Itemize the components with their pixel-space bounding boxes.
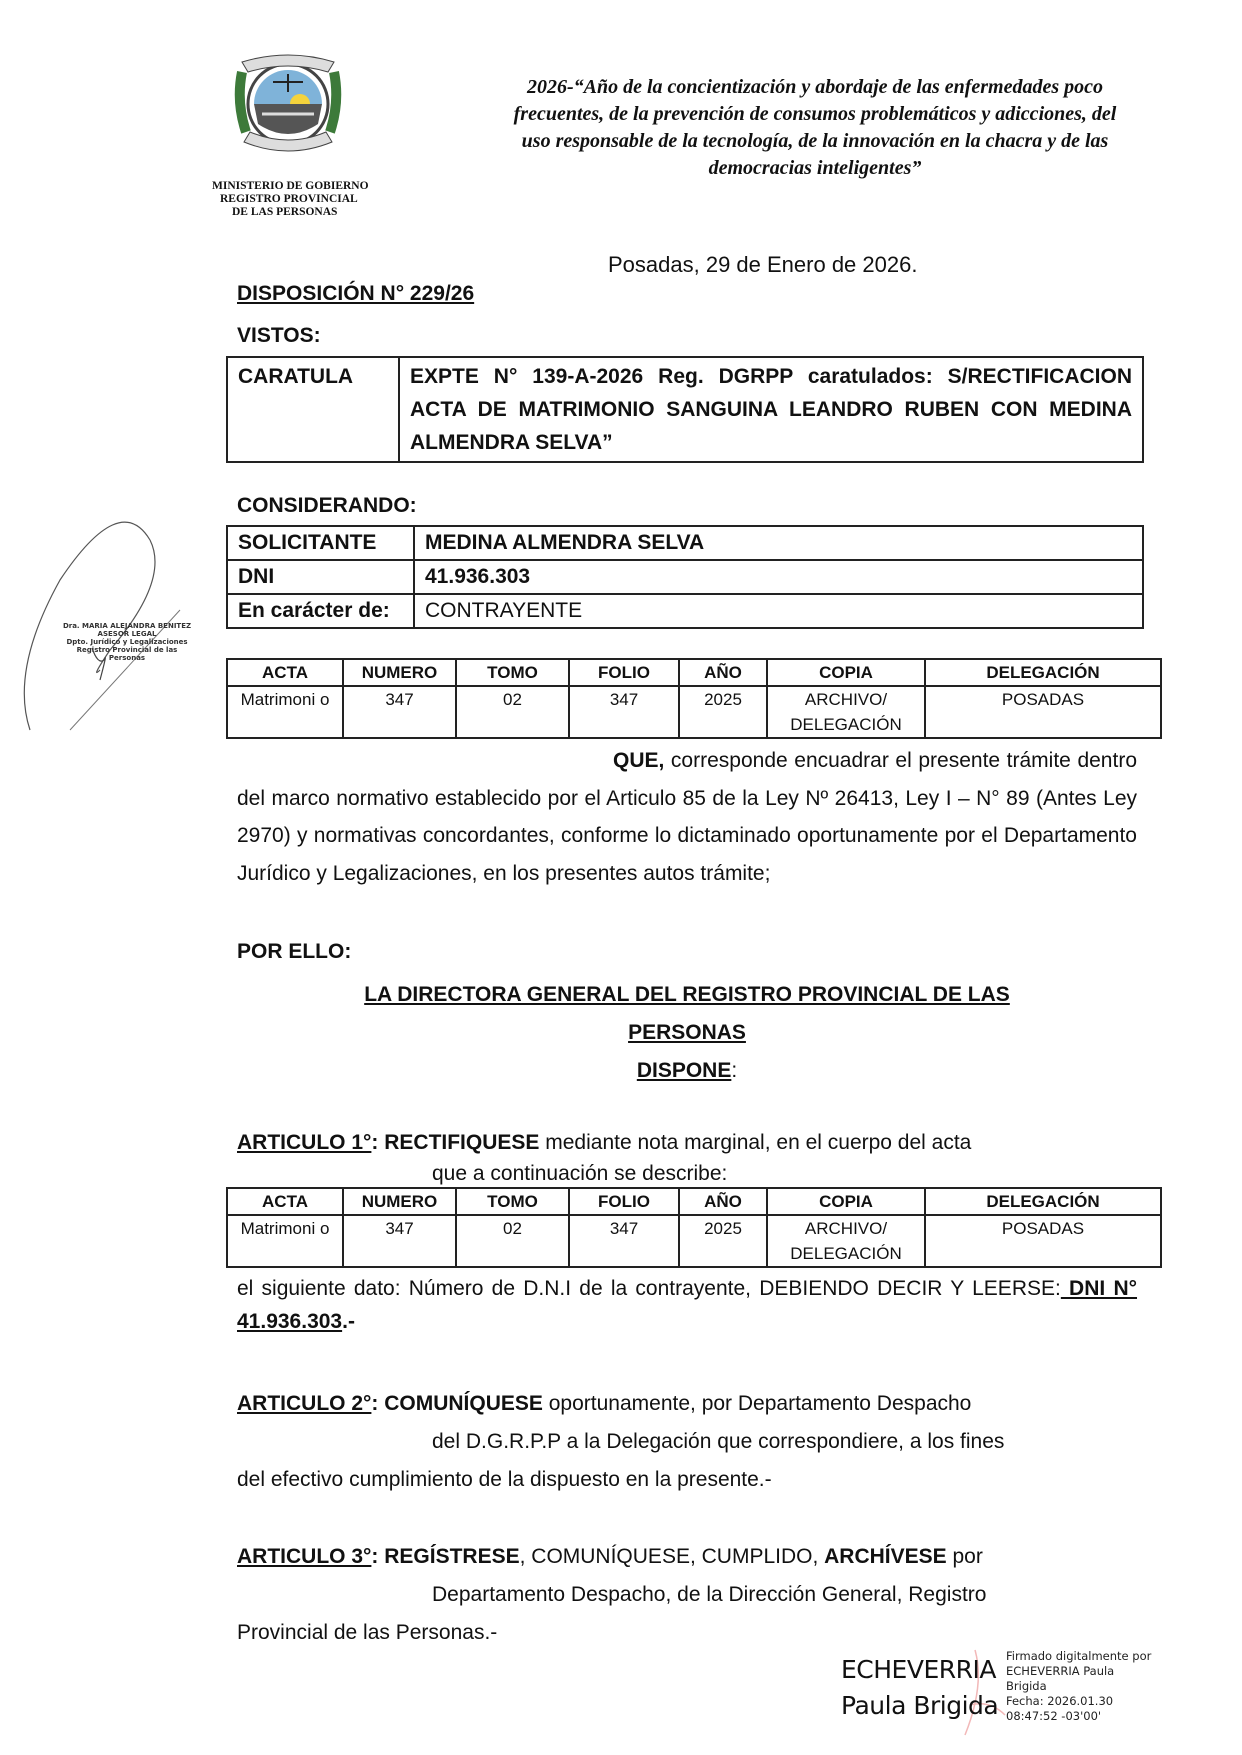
motto-line: democracias inteligentes”: [708, 157, 922, 179]
end-mark: .-: [342, 1310, 355, 1333]
cell-acta: Matrimoni o: [227, 1215, 343, 1267]
article-1-text: mediante nota marginal, en el cuerpo del acta: [539, 1131, 972, 1154]
ministry-header: [200, 180, 400, 219]
colon: :: [371, 1131, 385, 1154]
motto-line: 2026-“Año de la concientización y abordaje de las enfermedades poco: [526, 76, 1104, 98]
article-1-verb: RECTIFIQUESE: [384, 1131, 540, 1154]
considerando-heading: CONSIDERANDO:: [237, 494, 417, 517]
article-2-label: ARTICULO 2°: [237, 1392, 372, 1415]
signature-info-line: Brigida: [1006, 1679, 1047, 1693]
article-2-text-cont: del D.G.R.P.P a la Delegación que correspondiere, a los fines: [432, 1430, 1005, 1453]
dni-label: DNI: [227, 560, 414, 594]
applicant-value: MEDINA ALMENDRA SELVA: [414, 526, 1143, 560]
article-1: [237, 1125, 1137, 1188]
cell-delegacion: POSADAS: [925, 686, 1161, 738]
cell-copia: ARCHIVO/ DELEGACIÓN: [767, 686, 925, 738]
vistos-heading: VISTOS:: [237, 324, 321, 347]
article-3: [237, 1538, 1137, 1652]
column-header: DELEGACIÓN: [925, 659, 1161, 686]
signer-given-name: Paula Brigida: [841, 1691, 999, 1720]
article-2: [237, 1385, 1137, 1499]
article-1-after-text: el siguiente dato: Número de D.N.I de la contrayente, DEBIENDO DECIR Y LEERSE:: [237, 1277, 1061, 1300]
article-3-text-cont: Departamento Despacho, de la Dirección General, Registro: [432, 1583, 987, 1606]
article-3-verb: REGÍSTRESE: [384, 1545, 520, 1568]
motto-line: uso responsable de la tecnología, de la innovación en la chacra y de las: [521, 130, 1109, 152]
column-header: DELEGACIÓN: [925, 1188, 1161, 1215]
applicant-table: [226, 525, 1144, 629]
column-header: FOLIO: [569, 659, 679, 686]
column-header: AÑO: [679, 1188, 767, 1215]
digital-signature-name: [841, 1652, 998, 1724]
signature-info-line: ECHEVERRIA Paula: [1006, 1664, 1115, 1678]
table-row: [227, 1215, 1161, 1267]
signature-time: 08:47:52 -03'00': [1006, 1709, 1102, 1723]
stamp-line: Registro Provincial de las Personas: [76, 646, 178, 662]
dispone-label: DISPONE: [636, 1059, 732, 1082]
column-header: COPIA: [767, 1188, 925, 1215]
cell-folio: 347: [569, 686, 679, 738]
table-row: [227, 686, 1161, 738]
role-label: En carácter de:: [227, 594, 414, 628]
article-3-mid: , COMUNÍQUESE, CUMPLIDO,: [519, 1545, 825, 1568]
cell-anio: 2025: [679, 1215, 767, 1267]
que-lead: QUE,: [613, 749, 665, 772]
table-row: [227, 594, 1143, 628]
acta-table-rectify: [226, 1187, 1162, 1268]
que-paragraph: [237, 742, 1137, 892]
acta-table: [226, 658, 1162, 739]
article-3-text-end: Provincial de las Personas.-: [237, 1621, 498, 1644]
cell-acta: Matrimoni o: [227, 686, 343, 738]
ministry-line: MINISTERIO DE GOBIERNO: [212, 180, 369, 192]
directora-heading-line2: PERSONAS: [628, 1021, 746, 1044]
dispone-heading: [237, 1052, 1137, 1090]
dni-value: 41.936.303: [414, 560, 1143, 594]
legal-advisor-stamp: [62, 622, 192, 662]
column-header: TOMO: [456, 659, 569, 686]
ministry-line: REGISTRO PROVINCIAL: [220, 193, 358, 205]
cell-numero: 347: [343, 686, 456, 738]
article-3-verb2: ARCHÍVESE: [824, 1545, 947, 1568]
signature-date: Fecha: 2026.01.30: [1006, 1694, 1114, 1708]
stamp-line: Dra. MARIA ALEJANDRA BENITEZ: [62, 622, 192, 630]
signature-info-line: Firmado digitalmente por: [1006, 1649, 1152, 1663]
article-2-text: oportunamente, por Departamento Despacho: [542, 1392, 972, 1415]
cell-copia: ARCHIVO/ DELEGACIÓN: [767, 1215, 925, 1267]
caratula-table: [226, 356, 1144, 463]
article-1-conclusion: [237, 1272, 1137, 1338]
article-3-label: ARTICULO 3°: [237, 1545, 372, 1568]
table-row: [227, 526, 1143, 560]
article-1-text-cont: que a continuación se describe:: [432, 1162, 728, 1185]
table-header-row: [227, 659, 1161, 686]
stamp-line: Dpto. Jurídico y Legalizaciones: [66, 638, 188, 646]
column-header: TOMO: [456, 1188, 569, 1215]
ministry-line: DE LAS PERSONAS: [232, 206, 338, 218]
cell-tomo: 02: [456, 686, 569, 738]
table-row: [227, 357, 1143, 462]
stamp-line: ASESOR LEGAL: [97, 630, 157, 638]
article-2-verb: COMUNÍQUESE: [384, 1392, 543, 1415]
role-value: CONTRAYENTE: [414, 594, 1143, 628]
cell-folio: 347: [569, 1215, 679, 1267]
disposition-number: DISPOSICIÓN N° 229/26: [237, 282, 475, 305]
column-header: AÑO: [679, 659, 767, 686]
article-1-label: ARTICULO 1°: [237, 1131, 372, 1154]
column-header: ACTA: [227, 1188, 343, 1215]
column-header: NUMERO: [343, 659, 456, 686]
corrected-dni: DNI N° 41.936.303: [237, 1277, 1138, 1333]
digital-signature-info: [1006, 1649, 1151, 1724]
colon: :: [371, 1392, 385, 1415]
directora-heading-line1: LA DIRECTORA GENERAL DEL REGISTRO PROVINCIAL DE LAS: [364, 983, 1010, 1006]
cell-numero: 347: [343, 1215, 456, 1267]
article-3-text: por: [946, 1545, 983, 1568]
por-ello-heading: POR ELLO:: [237, 940, 352, 963]
year-motto: [460, 74, 1170, 182]
que-text: corresponde encuadrar el presente trámite dentro del marco normativo establecido por el Articulo 85 de la Ley Nº 26413, Ley I – N° 89 (Antes Ley 2970) y normativas concordantes, conforme lo dictaminado oportunamente por el Departamento Jurídico y Legalizaciones, en los presentes autos trámite;: [237, 749, 1137, 885]
article-2-text-end: del efectivo cumplimiento de la dispuesto en la presente.-: [237, 1468, 772, 1491]
table-row: [227, 560, 1143, 594]
column-header: FOLIO: [569, 1188, 679, 1215]
dispone-colon: :: [731, 1059, 738, 1082]
caratula-value: EXPTE N° 139-A-2026 Reg. DGRPP caratulados: S/RECTIFICACION ACTA DE MATRIMONIO SANGUINA LEANDRO RUBEN CON MEDINA ALMENDRA SELVA”: [399, 357, 1143, 462]
column-header: NUMERO: [343, 1188, 456, 1215]
motto-line: frecuentes, de la prevención de consumos problemáticos y adicciones, del: [513, 103, 1117, 125]
province-crest-logo: [228, 52, 348, 160]
applicant-label: SOLICITANTE: [227, 526, 414, 560]
table-header-row: [227, 1188, 1161, 1215]
column-header: COPIA: [767, 659, 925, 686]
signer-surname: ECHEVERRIA: [841, 1655, 996, 1684]
column-header: ACTA: [227, 659, 343, 686]
cell-delegacion: POSADAS: [925, 1215, 1161, 1267]
caratula-label: CARATULA: [227, 357, 399, 462]
cell-tomo: 02: [456, 1215, 569, 1267]
document-date: Posadas, 29 de Enero de 2026.: [608, 252, 918, 277]
colon: :: [371, 1545, 385, 1568]
cell-anio: 2025: [679, 686, 767, 738]
